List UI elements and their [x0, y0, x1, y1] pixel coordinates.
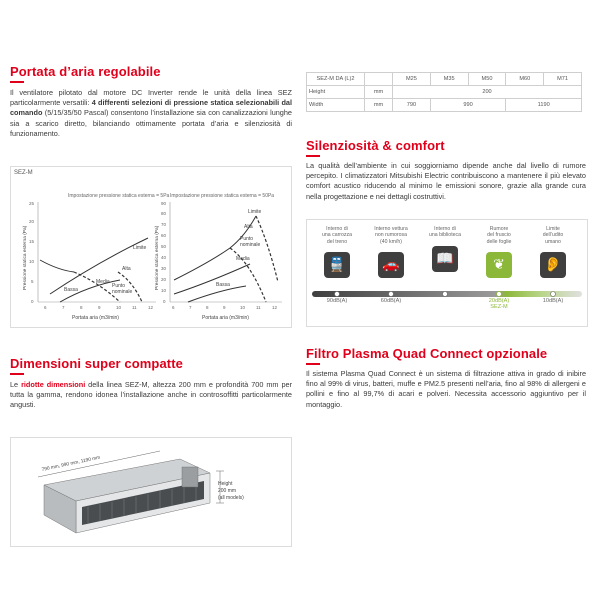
noise-item: Interno vettura non rumorosa (40 km/h) 🚗 60dB(A) — [366, 226, 416, 304]
left-chart-label-limite: Limite — [133, 245, 147, 251]
noise-scale-bar — [312, 287, 582, 301]
svg-text:11: 11 — [256, 305, 261, 310]
silence-title: Silenziosità & comfort — [306, 138, 445, 153]
dimensions-title: Dimensioni super compatte — [10, 356, 183, 371]
library-icon: 📖 — [432, 246, 458, 272]
dimensions-paragraph: Le ridotte dimensioni della linea SEZ-M, altezza 200 mm e profondità 700 mm per tutta la gamma, rendono idonea l’installazione anche in controsoffitti particolarmente angusti. — [10, 380, 292, 410]
svg-text:10: 10 — [240, 305, 246, 310]
left-chart-label-punto: Punto — [112, 283, 126, 289]
svg-text:10: 10 — [116, 305, 122, 310]
svg-text:60: 60 — [161, 233, 167, 238]
right-chart-caption: Impostazione pressione statica esterna = 50Pa — [170, 193, 275, 199]
svg-text:70: 70 — [161, 222, 167, 227]
noise-level-model: SEZ-M — [490, 304, 508, 311]
left-chart-label-alta: Alta — [122, 266, 131, 272]
svg-text:8: 8 — [80, 305, 83, 310]
right-chart-label-alta: Alta — [244, 224, 253, 230]
svg-text:9: 9 — [223, 305, 226, 310]
table-row: Width mm 790 990 1190 — [307, 99, 582, 112]
unit-height-label-1: Height — [218, 481, 233, 487]
right-chart-label-bassa: Bassa — [216, 282, 230, 288]
noise-item: Interno di una biblioteca 📖 — [420, 226, 470, 298]
unit-height-label-2: 200 mm — [218, 488, 237, 494]
left-chart-xlabel: Portata aria (m3/min) — [72, 315, 119, 321]
left-chart-caption: Impostazione pressione statica esterna = 5Pa — [68, 193, 170, 199]
svg-text:0: 0 — [31, 299, 34, 304]
airflow-charts — [10, 166, 292, 328]
svg-text:10: 10 — [29, 259, 35, 264]
table-row: SEZ-M DA (L)2 M25 M35 M50 M60 M71 — [307, 73, 582, 86]
svg-text:25: 25 — [29, 201, 35, 206]
indoor-unit-drawing — [10, 437, 292, 547]
noise-item: Rumore del fruscio delle foglie ❦ 20dB(A) SEZ-M — [474, 226, 524, 310]
right-chart-curve-2 — [188, 286, 246, 302]
svg-text:30: 30 — [161, 266, 167, 271]
filter-paragraph: Il sistema Plasma Quad Connect è un sistema di filtrazione attiva in grado di inibire fino al 99% di virus, batteri, muffe e PM2.5 presenti nell’aria, fino al 98% di allergeni e pollini e fino al 99,7% di acari e polveri. Necessita accessorio aggiuntivo per il montaggio. — [306, 369, 586, 409]
right-chart-label-punto: Punto — [240, 236, 254, 242]
left-chart-label-bassa: Bassa — [64, 287, 78, 293]
noise-level: 20dB(A) — [488, 298, 510, 305]
svg-text:10: 10 — [161, 288, 167, 293]
svg-text:20: 20 — [161, 277, 167, 282]
dimensions-title-underline — [10, 373, 24, 375]
left-chart-label-media: Media — [96, 279, 110, 285]
noise-level: 60dB(A) — [380, 298, 402, 305]
right-chart-ylabel: Pressione statica esterna (Pa) — [155, 225, 160, 290]
unit-width-label: 790 mm, 990 mm, 1190 mm — [41, 455, 101, 473]
svg-text:0: 0 — [163, 299, 166, 304]
noise-item: Interno di una carrozza del treno 🚆 90dB(A) — [312, 226, 362, 304]
svg-text:8: 8 — [206, 305, 209, 310]
right-chart-dashed-2 — [256, 216, 278, 282]
leaf-icon: ❦ — [486, 252, 512, 278]
noise-item: Limite dell’udito umano 👂 10dB(A) — [528, 226, 578, 304]
airflow-title-underline — [10, 81, 24, 83]
svg-text:5: 5 — [31, 279, 34, 284]
airflow-paragraph: Il ventilatore pilotato dal motore DC Inverter rende le unità della linea SEZ particolarmente versatili: 4 differenti selezioni di pressione statica selezionabili dal comando (5/15/35/50 Pascal) consentono l’installazione sia con canalizzazioni lunghe sia a scarico diretto, bilanciando ottimamente portata d’aria e silenziosità di funzionamento. — [10, 88, 292, 138]
car-icon: 🚗 — [378, 252, 404, 278]
svg-text:12: 12 — [148, 305, 154, 310]
right-chart-xticks — [172, 305, 278, 310]
dimensions-table — [306, 72, 582, 112]
svg-text:12: 12 — [272, 305, 278, 310]
left-chart-ylabel: Pressione statica esterna (Pa) — [23, 225, 28, 290]
dimensions-highlight: ridotte dimensioni — [21, 380, 86, 389]
left-chart-xticks — [44, 305, 154, 310]
left-chart-label-nominale: nominale — [112, 289, 133, 295]
svg-text:15: 15 — [29, 239, 35, 244]
svg-text:20: 20 — [29, 219, 35, 224]
right-chart-xlabel: Portata aria (m3/min) — [202, 315, 249, 321]
left-chart-yticks — [29, 201, 35, 304]
filter-title-underline — [306, 363, 320, 365]
table-row: Height mm 200 — [307, 86, 582, 99]
svg-text:11: 11 — [132, 305, 137, 310]
right-chart-yticks — [161, 201, 167, 304]
noise-level: 90dB(A) — [326, 298, 348, 305]
unit-height-label-3: (all models) — [218, 495, 244, 501]
svg-text:7: 7 — [62, 305, 65, 310]
svg-text:9: 9 — [98, 305, 101, 310]
svg-text:80: 80 — [161, 211, 167, 216]
svg-text:90: 90 — [161, 201, 167, 206]
right-chart-curve-1 — [174, 264, 250, 294]
right-chart-label-media: Media — [236, 256, 250, 262]
noise-level: 10dB(A) — [542, 298, 564, 305]
right-chart-label-nominale: nominale — [240, 242, 261, 248]
silence-title-underline — [306, 155, 320, 157]
silence-paragraph: La qualità dell’ambiente in cui soggiorniamo dipende anche dal livello di rumore percepito. I climatizzatori Mitsubishi Electric contribuiscono a mantenere il più elevato comfort acustico riducendo al minimo le emissioni sonore, grazie alla grande cura nella progettazione e nei dettagli costruttivi. — [306, 161, 586, 201]
svg-text:50: 50 — [161, 244, 167, 249]
airflow-title: Portata d’aria regolabile — [10, 64, 161, 79]
charts-tag: SEZ-M — [14, 170, 33, 176]
train-icon: 🚆 — [324, 252, 350, 278]
ear-icon: 👂 — [540, 252, 566, 278]
right-chart-label-limite: Limite — [248, 209, 262, 215]
svg-text:6: 6 — [44, 305, 47, 310]
svg-text:40: 40 — [161, 255, 167, 260]
svg-text:6: 6 — [172, 305, 175, 310]
filter-title: Filtro Plasma Quad Connect opzionale — [306, 346, 548, 361]
airflow-paragraph-bold: 4 differenti selezioni di pressione statica selezionabili dal comando — [10, 98, 292, 118]
left-chart-curve-1 — [40, 260, 74, 272]
svg-text:7: 7 — [189, 305, 192, 310]
